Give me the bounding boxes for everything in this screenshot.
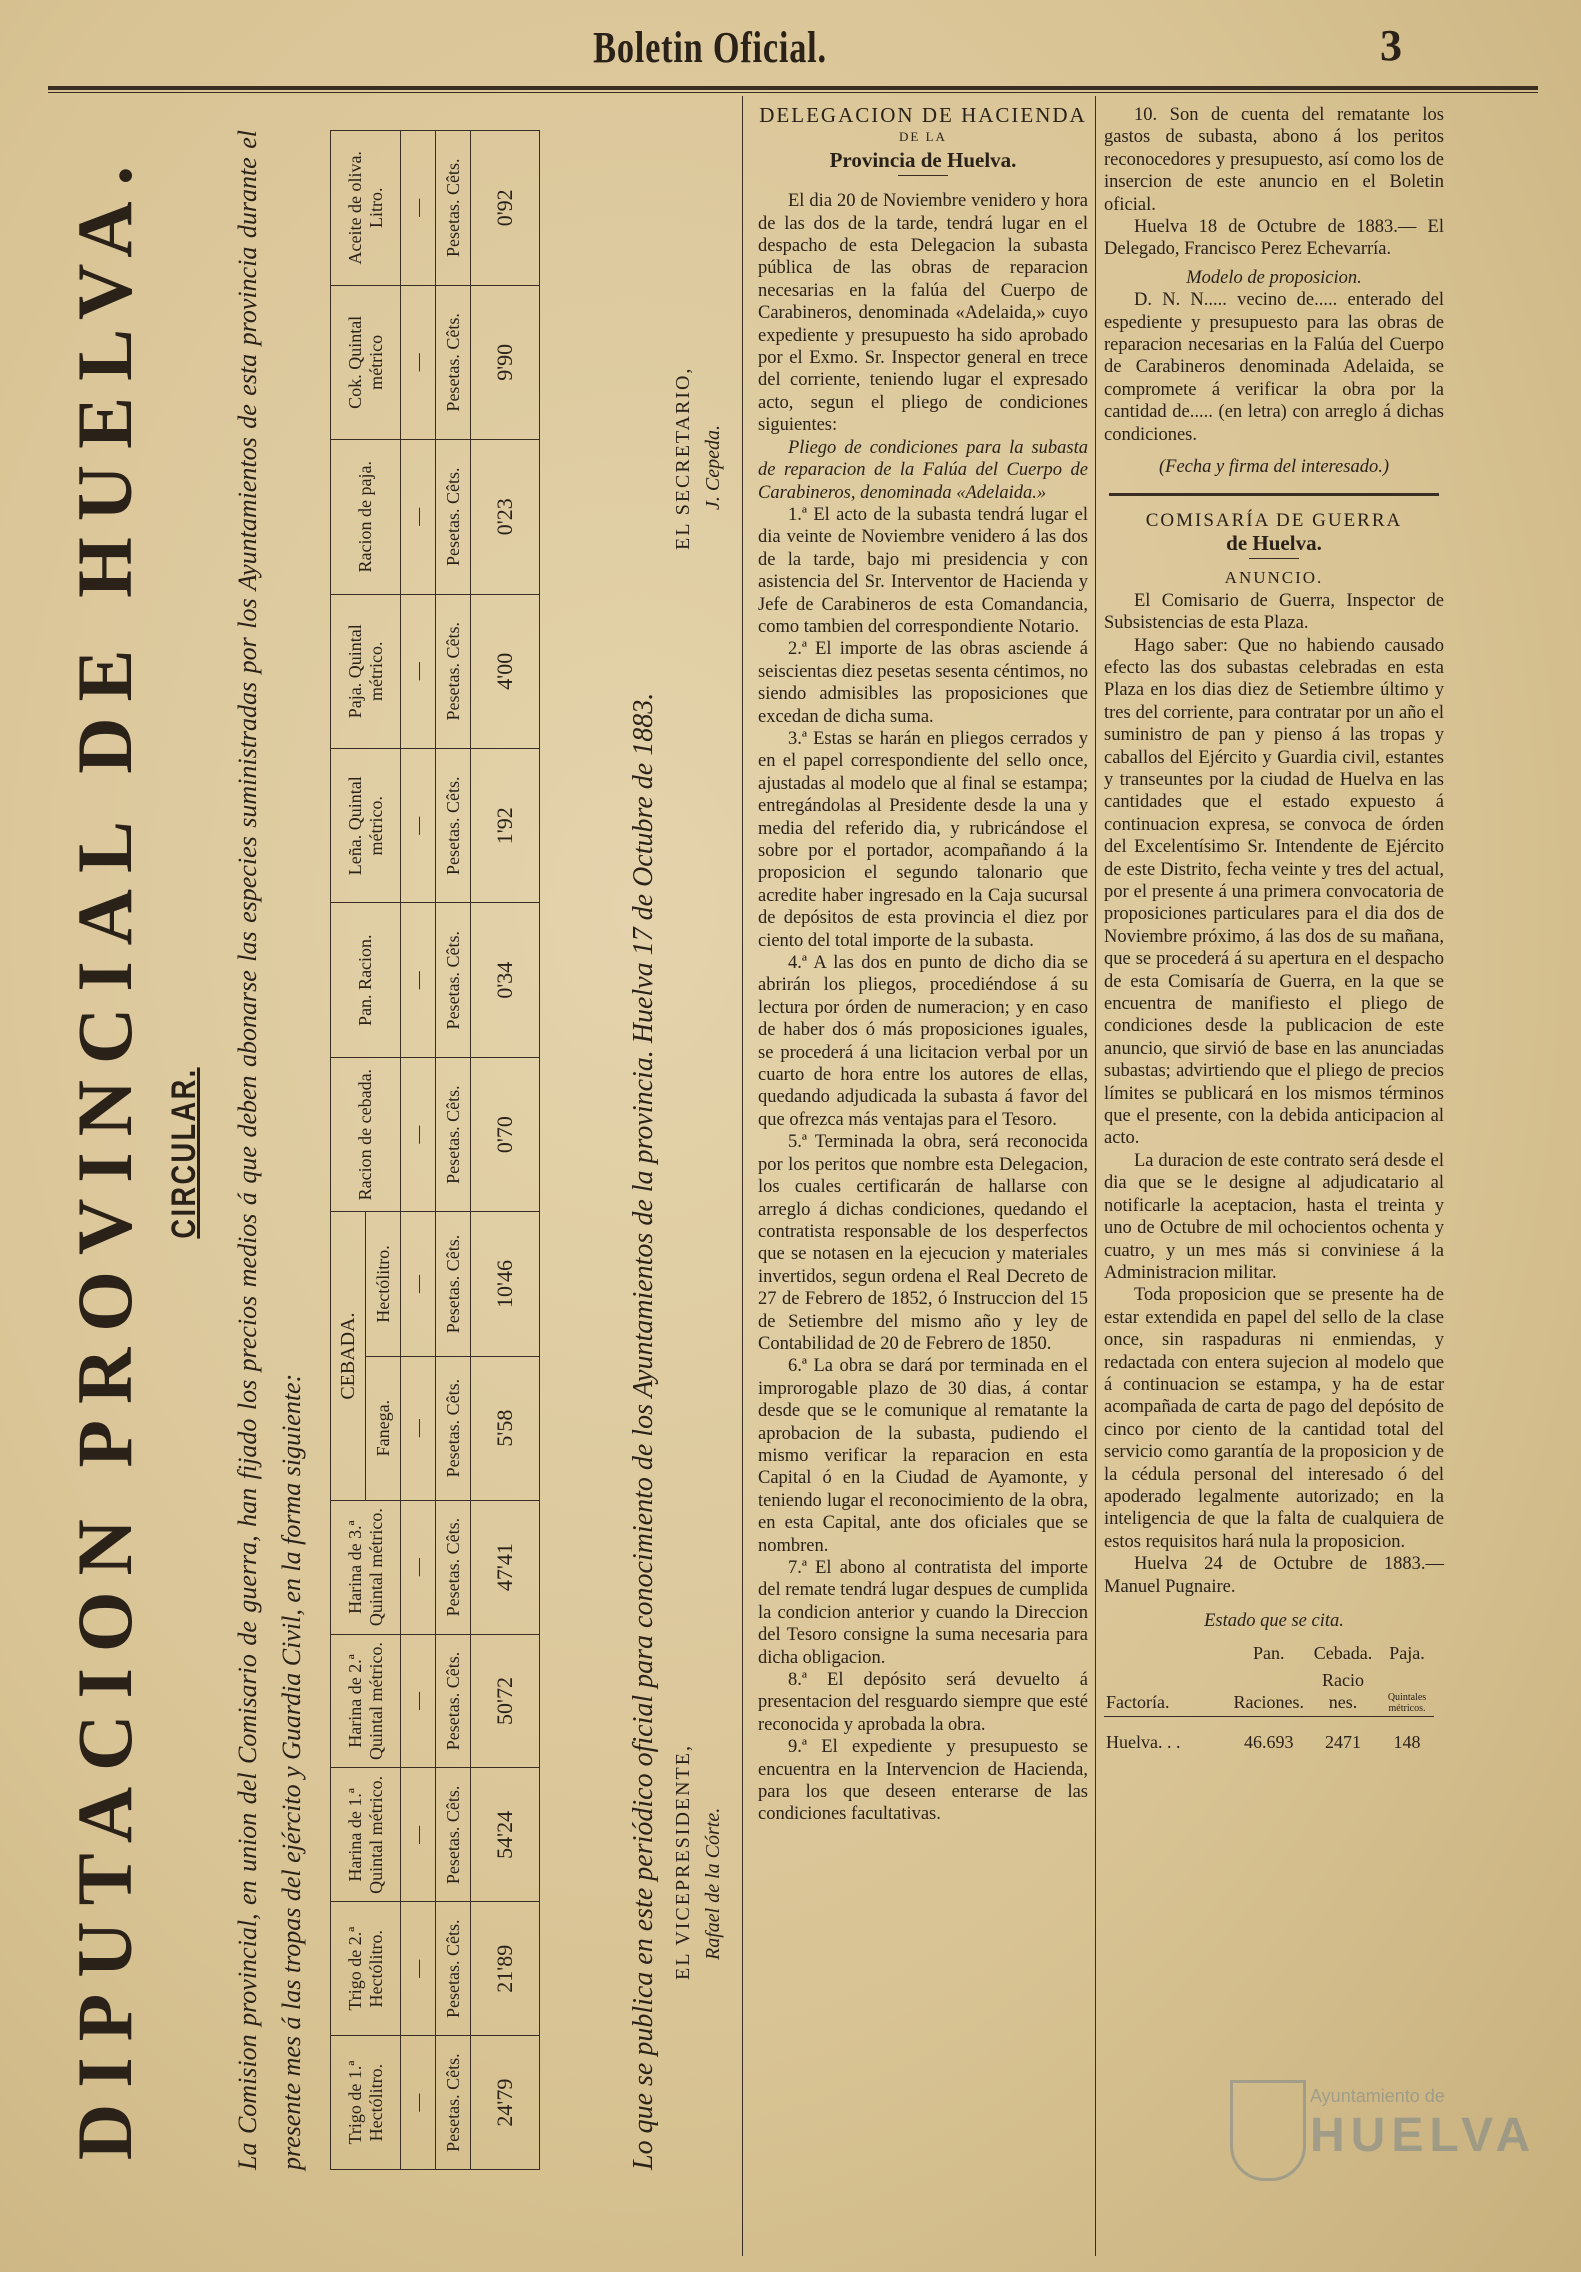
comisaria-p3: La duracion de este contrato será desde el dia que se le designe al adjudicatario al notificarle la aceptacion, hasta el treinta y uno de Octubre de mil ochocientos ochenta y cuatro, y un mes más si conviniese á la Administracion militar. — [1104, 1150, 1444, 1283]
page-number: 3 — [1380, 21, 1402, 70]
estado-value-cebada: 2471 — [1325, 1731, 1361, 1752]
unit-cell: Pesetas. Cêts. — [436, 1902, 471, 2036]
condition-3: 3.ª Estas se harán en pliegos cerrados y en el papel correspondiente del sello once, ajustadas al modelo que al final se estampa; entregándolas al Presidente desde la una y media del referido dia, y rubricándose el sobre por el portador, acompañando á la proposicion el segundo talonario que acredite haber ingresado en la Caja sucursal de depósitos de esta provincia el diez por ciento del total importe de la subasta. — [758, 728, 1088, 951]
value-pan: 0'34 — [471, 903, 540, 1057]
circular-section — [40, 100, 740, 2210]
column-divider — [1095, 96, 1096, 2256]
estado-sub-pan: Raciones. — [1233, 1692, 1304, 1713]
condition-5: 5.ª Terminada la obra, será reconocida por los peritos que nombre esta Delegacion, los cuales certificarán de hallarse con arreglo á dichas condiciones, quedando el contratista responsable de los desperfectos que se notasen en la ejecucion y materiales invertidos, segun ordena el Real Decreto de 27 de Febrero de 1852, ó Instruccion del 15 de Setiembre del mismo año y ley de Contabilidad de 20 de Febrero de 1850. — [758, 1132, 1088, 1354]
dash-cell: — — [401, 440, 436, 594]
estado-factoria-header: Factoría. — [1106, 1692, 1170, 1713]
condition-1: 1.ª El acto de la subasta tendrá lugar el dia veinte de Noviembre venidero á las dos de la tarde, bajo mi presidencia y con asistencia del Sr. Interventor de Hacienda y Jefe de Carabineros de esta Comandancia, como tambien del correspondiente Notario. — [758, 504, 1088, 637]
estado-table — [1104, 1640, 1434, 1755]
model-text: D. N. N..... vecino de..... enterado del espediente y presupuesto para las obras de reparacion necesarias en la Falúa del Cuerpo de Carabineros denominada Adelaida, se compromete á verificar la obra por la cantidad de..... (en letra) con arreglo á dichas condiciones. — [1104, 290, 1444, 445]
circular-title: CIRCULAR. — [165, 1067, 203, 1239]
condition-8: 8.ª El depósito será devuelto á presentacion del resguardo siempre que esté reconocida y aprobada la obra. — [758, 1670, 1088, 1735]
header-racion-paja: Racion de paja. — [331, 440, 401, 594]
watermark-main: HUELVA — [1310, 2109, 1537, 2162]
header-rule-thin — [48, 92, 1538, 93]
secretary-title: EL SECRETARIO, — [672, 366, 694, 550]
value-paja: 4'00 — [471, 594, 540, 748]
header-paja: Paja. Quintal métrico. — [331, 594, 401, 748]
dash-cell: — — [401, 1356, 436, 1500]
header-lena: Leña. Quintal métrico. — [331, 748, 401, 902]
estado-col-cebada: Cebada. — [1313, 1643, 1373, 1664]
header-cok: Cok. Quintal métrico — [331, 285, 401, 439]
value-aceite: 0'92 — [471, 131, 540, 286]
dash-cell: — — [401, 1768, 436, 1902]
unit-cell: Pesetas. Cêts. — [436, 594, 471, 748]
prices-header-row — [331, 131, 366, 2170]
value-harina-3: 47'41 — [471, 1500, 540, 1634]
prices-table — [330, 130, 540, 2170]
comisaria-title: COMISARÍA DE GUERRA — [1145, 509, 1403, 531]
dash-cell: — — [401, 594, 436, 748]
value-racion-paja: 0'23 — [471, 440, 540, 594]
header-harina-3: Harina de 3.ª Quintal métrico. — [331, 1500, 401, 1634]
right-column — [1104, 104, 1444, 1755]
estado-value-paja: 148 — [1393, 1731, 1421, 1752]
dash-cell: — — [401, 1902, 436, 2036]
dash-cell: — — [401, 903, 436, 1057]
dash-cell: — — [401, 1057, 436, 1211]
diputacion-title: DIPUTACION PROVINCIAL DE HUELVA. — [61, 149, 148, 2161]
header-racion-cebada: Racion de cebada. — [331, 1057, 401, 1211]
value-fanega: 5'58 — [471, 1356, 540, 1500]
condition-6: 6.ª La obra se dará por terminada en el improrogable plazo de 30 dias, á contar desde que se le comunique al rematante la aprobacion de la subasta, pudiendo el mismo verificar la reparacion en esta Capital ó en la Ciudad de Ayamonte, y teniendo lugar el reconocimiento de la obra, en esta Capital, ante dos oficiales que se nombren. — [758, 1356, 1088, 1556]
estado-value-pan: 46.693 — [1244, 1731, 1294, 1752]
dash-cell: — — [401, 1212, 436, 1356]
delegacion-intro: El dia 20 de Noviembre venidero y hora de las dos de la tarde, tendrá lugar en el despacho de esta Delegacion la subasta pública de las obras de reparacion necesarias en la falúa del Cuerpo de Carabineros, denominada «Adelaida,» cuyo expediente y presupuesto ha sido aprobado por el Exmo. Sr. Inspector general en trece del corriente, teniendo lugar el expresado acto, segun el pliego de condiciones siguientes: — [758, 191, 1088, 436]
header-harina-2: Harina de 2.ª Quintal métrico. — [331, 1634, 401, 1768]
section-rule — [1109, 493, 1439, 496]
watermark — [1230, 2080, 1550, 2220]
dash-cell: — — [401, 285, 436, 439]
header-trigo-1: Trigo de 1.ª Hectólitro. — [331, 2036, 401, 2170]
value-cok: 9'90 — [471, 285, 540, 439]
value-harina-2: 50'72 — [471, 1634, 540, 1768]
estado-sub-paja: Quintales métricos. — [1387, 1691, 1427, 1714]
condition-7: 7.ª El abono al contratista del importe del remate tendrá lugar despues de cumplida la condicion anterior y cuando la Direccion del Tesoro consigne la suma necesaria para dicha obligacion. — [758, 1558, 1088, 1668]
unit-cell: Pesetas. Cêts. — [436, 748, 471, 902]
prices-dash-row — [401, 131, 436, 2170]
dash-cell: — — [401, 1634, 436, 1768]
header-cebada-group: CEBADA. — [331, 1212, 366, 1500]
delegacion-column — [758, 104, 1088, 1826]
condition-9: 9.ª El expediente y presupuesto se encuentra en la Intervencion de Hacienda, para los que deseen enterarse de las condiciones facultativas. — [758, 1737, 1088, 1825]
value-hectolitro: 10'46 — [471, 1212, 540, 1356]
unit-cell: Pesetas. Cêts. — [436, 440, 471, 594]
unit-cell: Pesetas. Cêts. — [436, 1500, 471, 1634]
circular-intro: La Comision provincial, en union del Comisario de guerra, han fijado los precios medios á que deben abonarse las especies suministradas por los Ayuntamientos de esta provincia durante el presente mes á las tropas del ejército y Guardia Civil, en la forma siguiente: — [233, 130, 306, 2170]
prices-values-row — [471, 131, 540, 2170]
pliego-title: Pliego de condiciones para la subasta de reparacion de la Falúa del Cuerpo de Carabineros, denominada «Adelaida.» — [758, 437, 1088, 503]
comisaria-subtitle: de Huelva. — [1226, 530, 1322, 555]
unit-cell: Pesetas. Cêts. — [436, 2036, 471, 2170]
value-lena: 1'92 — [471, 748, 540, 902]
dash-cell: — — [401, 131, 436, 286]
header-trigo-2: Trigo de 2.ª Hectólitro. — [331, 1902, 401, 2036]
condition-2: 2.ª El importe de las obras asciende á seiscientas diez pesetas sesenta céntimos, no siendo admisibles las proposiciones que excedan de dicha suma. — [758, 639, 1088, 727]
unit-cell: Pesetas. Cêts. — [436, 1057, 471, 1211]
unit-cell: Pesetas. Cêts. — [436, 285, 471, 439]
unit-cell: Pesetas. Cêts. — [436, 1768, 471, 1902]
estado-col-pan: Pan. — [1253, 1643, 1285, 1664]
estado-col-paja: Paja. — [1389, 1643, 1425, 1664]
delegacion-province: Provincia de Huelva. — [829, 147, 1017, 172]
column-divider — [742, 96, 743, 2256]
estado-sub-cebada: Racio nes. — [1322, 1669, 1364, 1713]
estado-data-row — [1104, 1716, 1434, 1755]
value-racion-cebada: 0'70 — [471, 1057, 540, 1211]
header-pan: Pan. Racion. — [331, 903, 401, 1057]
unit-cell: Pesetas. Cêts. — [436, 1212, 471, 1356]
delegacion-title: DELEGACION DE HACIENDA — [759, 103, 1087, 127]
unit-cell: Pesetas. Cêts. — [436, 131, 471, 286]
model-sign: (Fecha y firma del interesado.) — [1159, 457, 1389, 478]
dash-cell: — — [401, 1500, 436, 1634]
separator — [1249, 558, 1299, 559]
delegacion-de-la: DE LA — [899, 129, 947, 145]
estado-subheader-row — [1104, 1667, 1434, 1716]
prices-unit-row — [436, 131, 471, 2170]
comisaria-signature: Huelva 24 de Octubre de 1883.— Manuel Pugnaire. — [1104, 1554, 1444, 1597]
estado-row-label: Huelva. . . — [1106, 1731, 1181, 1752]
secretary-name: J. Cepeda. — [702, 425, 724, 510]
vicepresident-name: Rafael de la Córte. — [702, 1807, 724, 1960]
comisaria-p1: El Comisario de Guerra, Inspector de Subsistencias de esta Plaza. — [1104, 590, 1444, 634]
dash-cell: — — [401, 2036, 436, 2170]
condition-4: 4.ª A las dos en punto de dicho dia se abrirán los pliegos, procediéndose á su lectura por órden de numeracion; y en caso de haber dos ó más proposiciones iguales, se procederá á una licitacion verbal por un cuarto de hora entre los autores de ellas, quedando adjudicada la subasta á favor del que ofrezca más ventajas para el Tesoro. — [758, 953, 1088, 1130]
condition-10: 10. Son de cuenta del rematante los gastos de subasta, abono á los peritos reconocedores y presupuesto, así como los de insercion de este anuncio en el Boletin oficial. — [1104, 105, 1444, 215]
dash-cell: — — [401, 748, 436, 902]
watermark-top: Ayuntamiento de — [1310, 2086, 1445, 2106]
value-harina-1: 54'24 — [471, 1768, 540, 1902]
estado-title: Estado que se cita. — [1204, 1611, 1344, 1631]
delegacion-signature: Huelva 18 de Octubre de 1883.— El Delegado, Francisco Perez Echevarría. — [1104, 217, 1444, 260]
header-harina-1: Harina de 1.ª Quintal métrico. — [331, 1768, 401, 1902]
separator — [898, 175, 948, 176]
comisaria-p2: Hago saber: Que no habiendo causado efecto las dos subastas celebradas en esta Plaza en los dias diez de Setiembre último y tres del corriente, para contratar por un año el suministro de pan y pienso á las tropas y caballos del Ejército y Guardia civil, estantes y transeuntes por la ciudad de Huelva en las cantidades que el estado expuesto á continuacion expresa, se convoca de órden del Excelentísimo Sr. Intendente de Ejército de este Distrito, fecha veinte y tres del actual, por el presente á una primera convocatoria de proposiciones particulares para el dia dos de Noviembre próximo, á las dos de su mañana, que se procederá á su apertura en el despacho de esta Comisaría de Guerra, en la que se encuentra de manifiesto el pliego de condiciones desde la publicacion de este anuncio, que sirvió de base en las anunciadas subastas; advirtiendo que el pliego de precios límites se publicará en los mismos términos que el presente, con la debida anticipacion al acto. — [1104, 635, 1444, 1149]
newspaper-title: Boletin Oficial. — [593, 23, 827, 72]
shield-icon — [1230, 2080, 1306, 2181]
header-hectolitro: Hectólitro. — [366, 1212, 401, 1356]
comisaria-p4: Toda proposicion que se presente ha de estar extendida en papel del sello de la clase once, sin raspaduras ni enmiendas, y redactada con entera sujecion al modelo que á continuacion se estampa, y ha de estar acompañada de carta de pago del depósito de cinco por ciento de la cantidad total del servicio como garantía de la proposicion y de la cédula personal del interesado ó del apoderado legalmente autorizado; en la inteligencia de que la falta de cualquiera de estos requisitos hará nula la proposicion. — [1104, 1285, 1444, 1552]
vicepresident-title: EL VICEPRESIDENTE, — [672, 1744, 694, 1980]
unit-cell: Pesetas. Cêts. — [436, 1634, 471, 1768]
estado-header-row — [1104, 1640, 1434, 1666]
estado-empty-cell — [1104, 1640, 1232, 1666]
unit-cell: Pesetas. Cêts. — [436, 1356, 471, 1500]
publication-line: Lo que se publica en este periódico oficial para conocimiento de los Ayuntamientos de la provincia. Huelva 17 de Octubre de 1883. — [628, 692, 659, 2170]
unit-cell: Pesetas. Cêts. — [436, 903, 471, 1057]
value-trigo-1: 24'79 — [471, 2036, 540, 2170]
header-rule — [48, 86, 1538, 90]
header-fanega: Fanega. — [366, 1356, 401, 1500]
anuncio-label: ANUNCIO. — [1224, 568, 1324, 588]
model-title: Modelo de proposicion. — [1186, 267, 1362, 288]
header-aceite: Aceite de oliva. Litro. — [331, 131, 401, 286]
value-trigo-2: 21'89 — [471, 1902, 540, 2036]
